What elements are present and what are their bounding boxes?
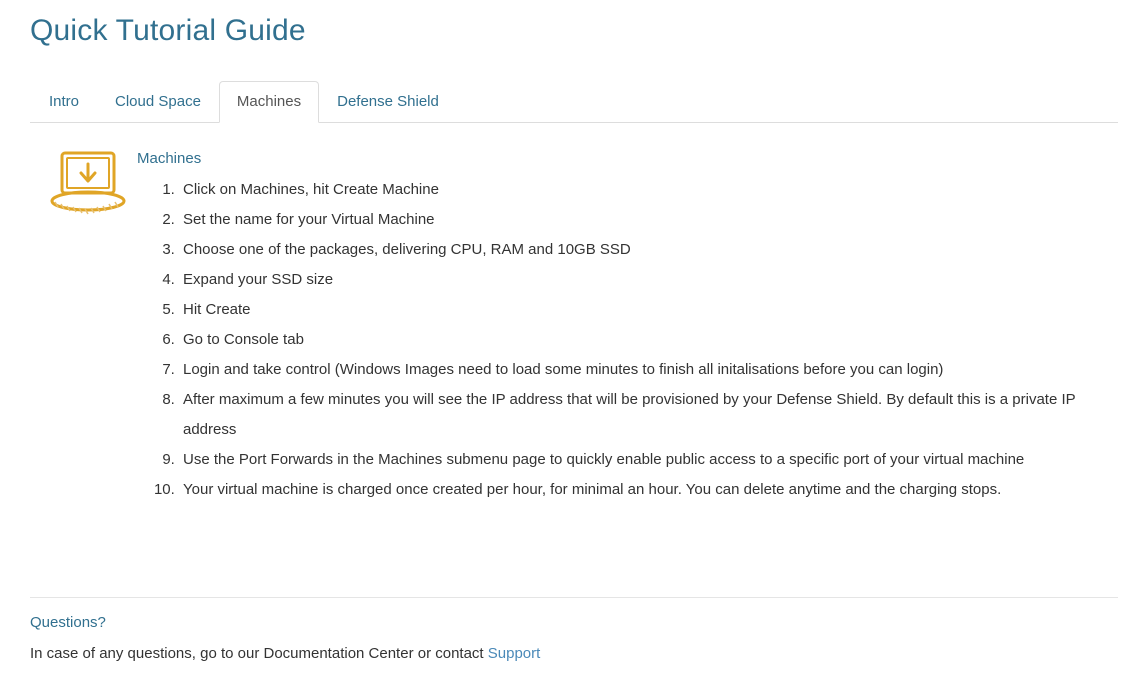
tab-panel-machines: [30, 149, 1118, 505]
section-icon-column: [30, 149, 135, 505]
list-item: 3. Choose one of the packages, delivering CPU, RAM and 10GB SSD: [179, 235, 1099, 265]
list-item: 8. After maximum a few minutes you will see the IP address that will be provisioned by your Defense Shield. By default this is a private IP address: [179, 385, 1099, 445]
tab-defense-shield[interactable]: Defense Shield: [337, 93, 439, 110]
steps-list: [137, 175, 1099, 505]
tab-machines[interactable]: Machines: [219, 81, 319, 123]
list-item: 5. Hit Create: [179, 295, 1099, 325]
support-link[interactable]: Support: [487, 645, 541, 662]
section-body: [135, 149, 1118, 505]
tab-intro[interactable]: Intro: [49, 93, 80, 110]
section-title: Machines: [137, 150, 202, 167]
questions-text: [30, 645, 1118, 662]
list-item: 9. Use the Port Forwards in the Machines submenu page to quickly enable public access to a specific port of your virtual machine: [179, 445, 1099, 475]
tab-cloud-space[interactable]: Cloud Space: [115, 93, 201, 110]
machine-download-icon: [45, 149, 131, 221]
questions-text-prefix: In case of any questions, go to our Documentation Center or contact: [30, 645, 488, 662]
list-item: 2. Set the name for your Virtual Machine: [179, 205, 1099, 235]
list-item: 7. Login and take control (Windows Images need to load some minutes to finish all initalisations before you can login): [179, 355, 1099, 385]
list-item: 1. Click on Machines, hit Create Machine: [179, 175, 1099, 205]
footer: [30, 597, 1118, 662]
questions-title: Questions?: [30, 614, 106, 631]
tab-bar: [30, 81, 1118, 123]
list-item: 6. Go to Console tab: [179, 325, 1099, 355]
list-item: 10. Your virtual machine is charged once created per hour, for minimal an hour. You can delete anytime and the charging stops.: [179, 475, 1099, 505]
footer-divider: [30, 597, 1118, 598]
page-title: Quick Tutorial Guide: [30, 14, 306, 47]
list-item: 4. Expand your SSD size: [179, 265, 1099, 295]
